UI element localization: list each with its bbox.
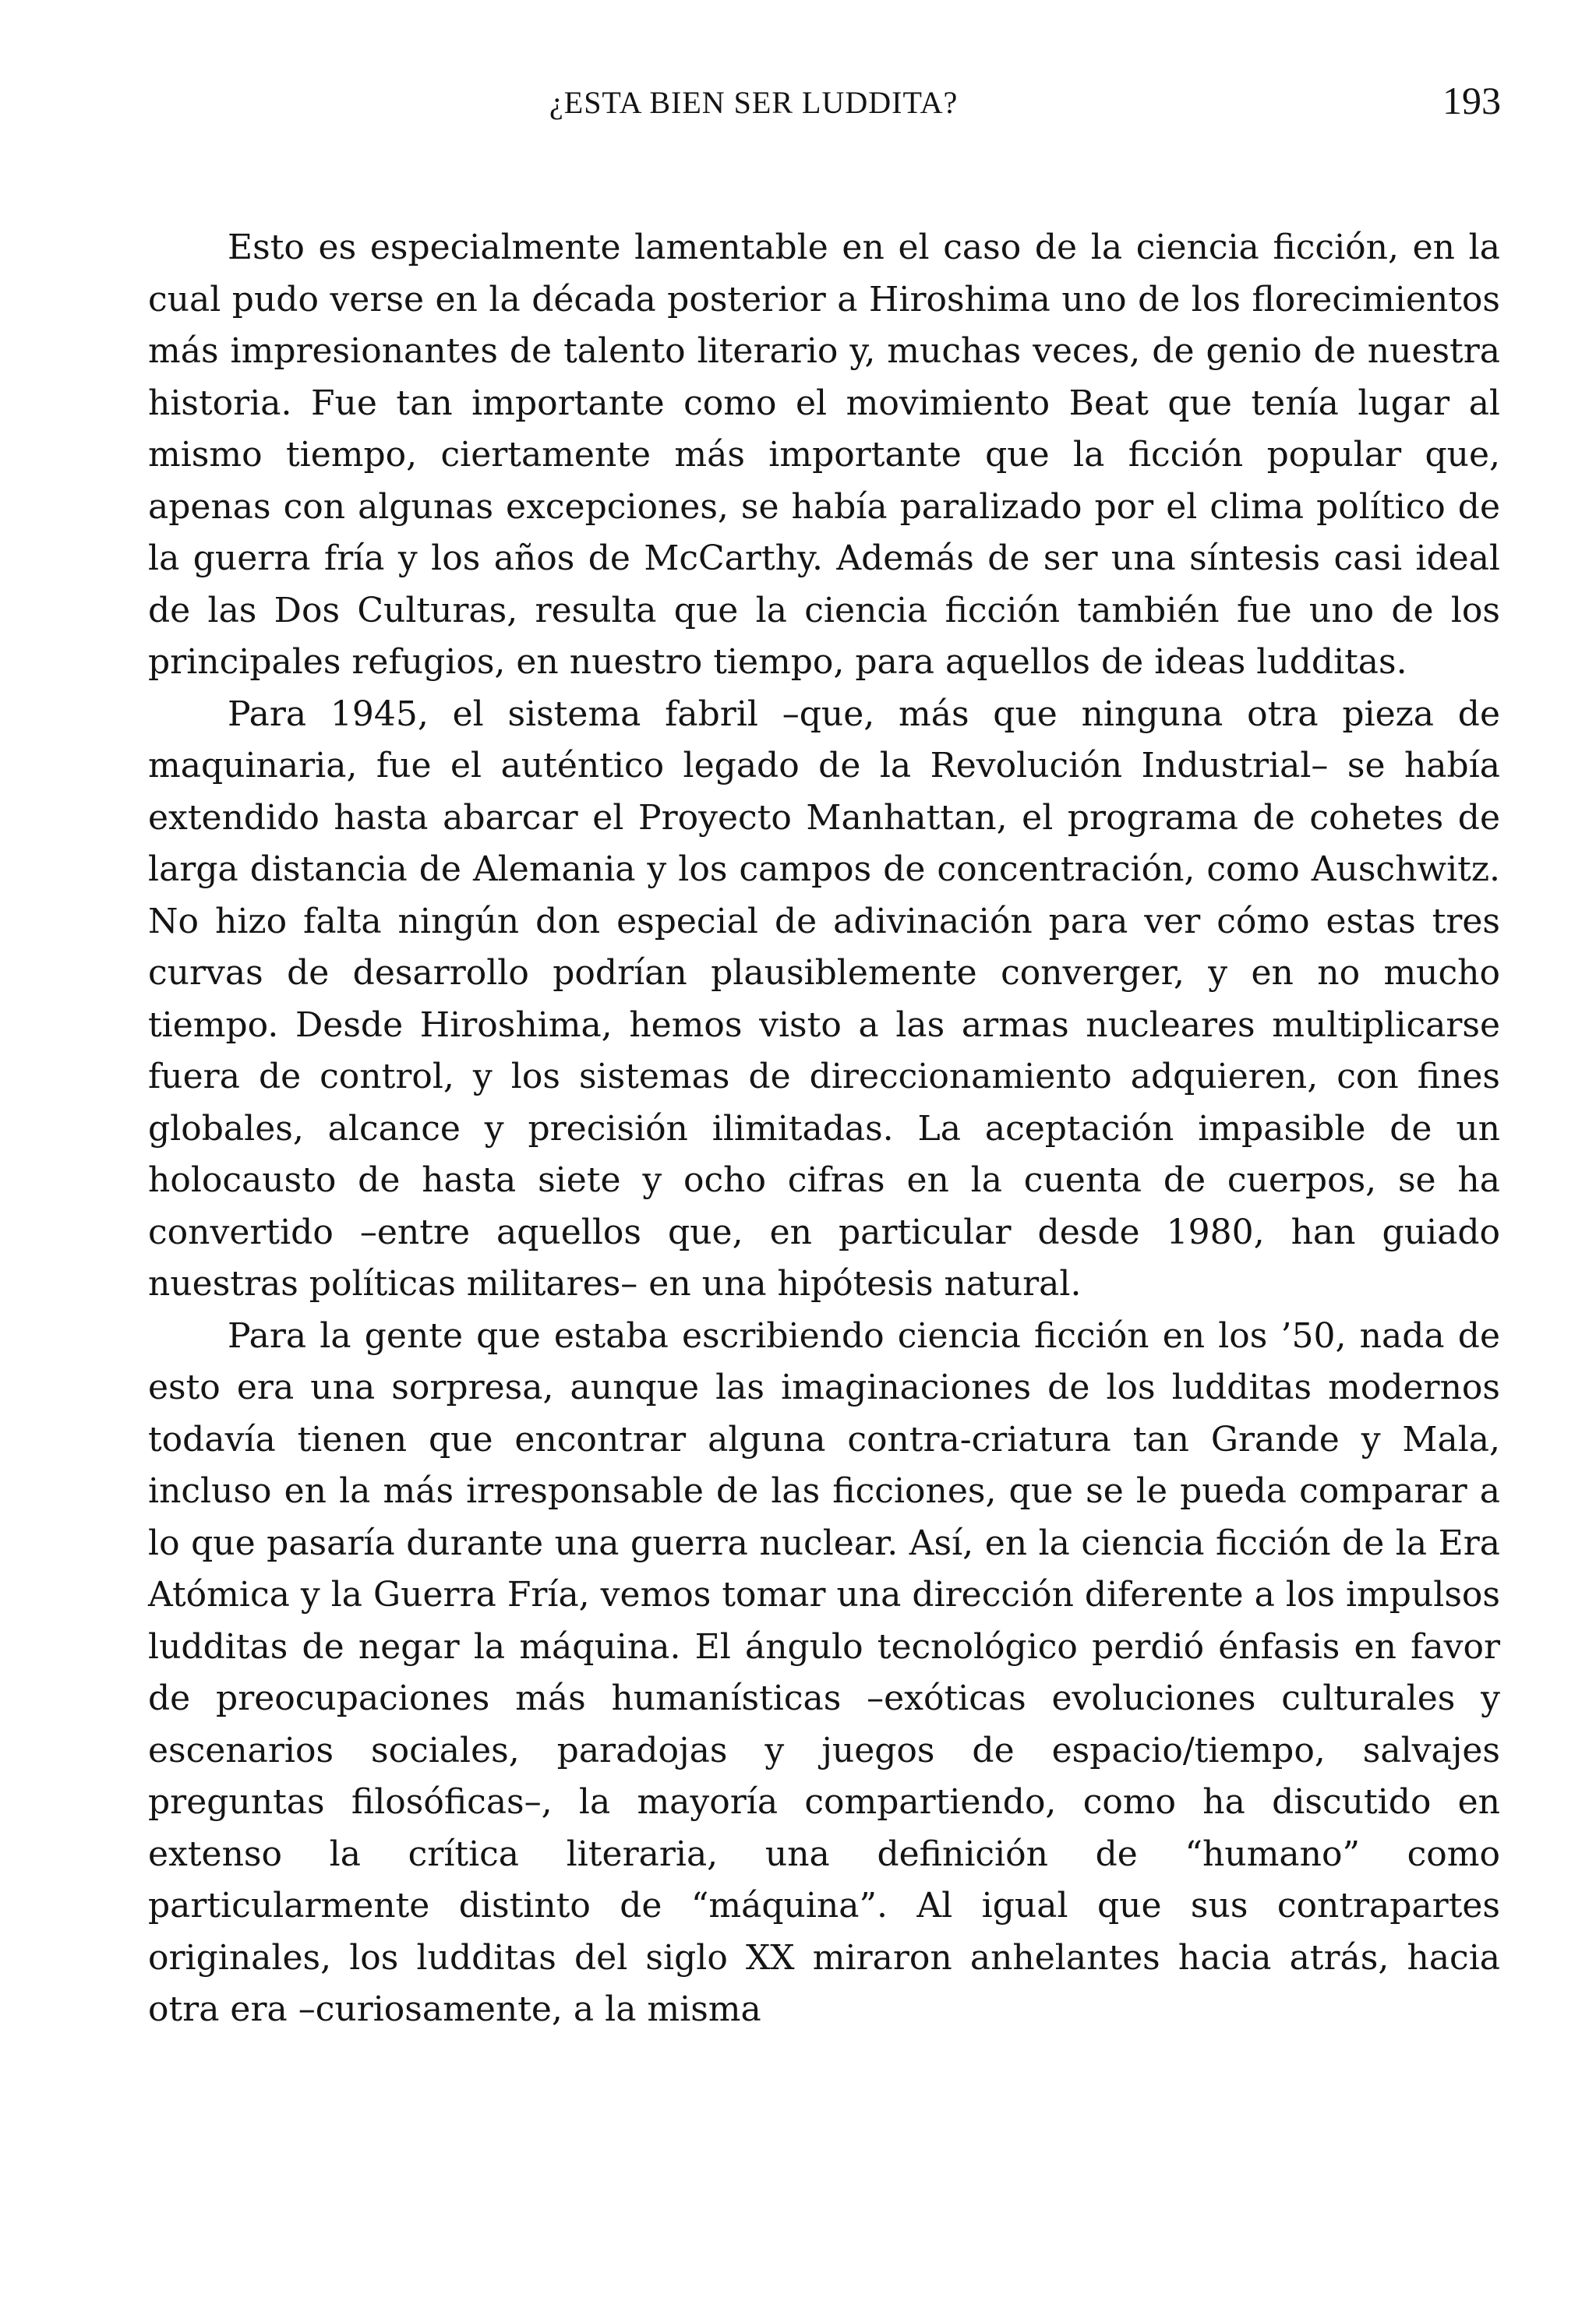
paragraph-2: Para 1945, el sistema fabril –que, más que ninguna otra pieza de maquinaria, fue el auténtico legado de la Revolución Industrial– se había extendido hasta abarcar el Proyecto Manhattan, el programa de cohetes de larga distancia de Alemania y los campos de concentración, como Auschwitz. No hizo falta ningún don especial de adivinación para ver cómo estas tres curvas de desarrollo podrían plausiblemente converger, y en no mucho tiempo. Desde Hiroshima, hemos visto a las armas nucleares multiplicarse fuera de control, y los sistemas de direccionamiento adquieren, con fines globales, alcance y precisión ilimitadas. La aceptación impasible de un holocausto de hasta siete y ocho cifras en la cuenta de cuerpos, se ha convertido –entre aquellos que, en particular desde 1980, han guiado nuestras políticas militares– en una hipótesis natural.	[148, 694, 1500, 1304]
body-text	[148, 222, 1500, 2036]
page-number: 193	[1442, 79, 1501, 122]
running-title: ¿ESTA BIEN SER LUDDITA?	[549, 85, 959, 120]
paragraph-3: Para la gente que estaba escribiendo ciencia ficción en los ’50, nada de esto era una sorpresa, aunque las imaginaciones de los ludditas modernos todavía tienen que encontrar alguna contra-criatura tan Grande y Mala, incluso en la más irresponsable de las ficciones, que se le pueda comparar a lo que pasaría durante una guerra nuclear. Así, en la ciencia ficción de la Era Atómica y la Guerra Fría, vemos tomar una dirección diferente a los impulsos ludditas de negar la máquina. El ángulo tecnológico perdió énfasis en favor de preocupaciones más humanísticas –exóticas evoluciones culturales y escenarios sociales, paradojas y juegos de espacio/tiempo, salvajes preguntas filosóficas–, la mayoría compartiendo, como ha discutido en extenso la crítica literaria, una definición de “humano” como particularmente distinto de “máquina”. Al igual que sus contrapartes originales, los ludditas del siglo XX miraron anhelantes hacia atrás, hacia otra era –curiosamente, a la misma	[148, 1315, 1500, 2029]
paragraph-1: Esto es especialmente lamentable en el caso de la ciencia ficción, en la cual pudo verse en la década posterior a Hiroshima uno de los florecimientos más impresionantes de talento literario y, muchas veces, de genio de nuestra historia. Fue tan importante como el movimiento Beat que tenía lugar al mismo tiempo, ciertamente más importante que la ficción popular que, apenas con algunas excepciones, se había paralizado por el clima político de la guerra fría y los años de McCarthy. Además de ser una síntesis casi ideal de las Dos Culturas, resulta que la ciencia ficción también fue uno de los principales refugios, en nuestro tiempo, para aquellos de ideas ludditas.	[148, 228, 1500, 682]
running-header	[0, 78, 1596, 132]
